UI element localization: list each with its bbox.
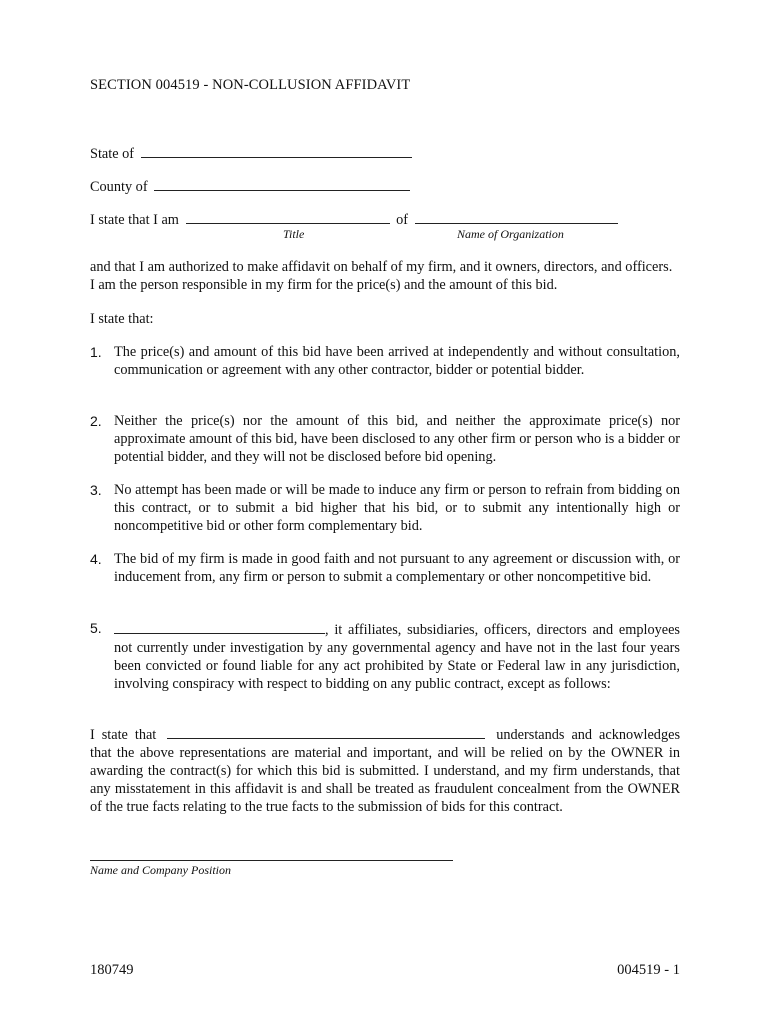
list-item: [90, 481, 680, 535]
signature-caption: Name and Company Position: [90, 863, 231, 877]
closing-text: understands and acknowledges that the above representations are material and important, and will be relied on by the OWNER in awarding the contract(s) for which this bid is submitted. I understand, and my firm understands, that any misstatement in this affidavit is and shall be treated as fraudulent concealment from the OWNER of the true facts relating to the true facts to the submission of bids for this contract.: [90, 727, 681, 815]
authorization-paragraph: and that I am authorized to make affidavit on behalf of my firm, and it owners, directors, and officers. I am the person responsible in my firm for the price(s) and the amount of this bid.: [90, 259, 673, 293]
item-number: 4.: [90, 551, 102, 567]
title-caption: Title: [283, 227, 305, 241]
county-label: County of: [90, 179, 148, 195]
page-title: SECTION 004519 - NON-COLLUSION AFFIDAVIT: [90, 77, 411, 93]
closing-paragraph: [90, 724, 680, 816]
organization-input-line[interactable]: [415, 209, 618, 224]
title-input-line[interactable]: [186, 209, 390, 224]
item-text-container: [114, 619, 680, 693]
i-state-label: I state that I am: [90, 212, 179, 228]
item-text: Neither the price(s) nor the amount of this bid, and neither the approximate price(s) nor approximate amount of this bid, have been disclosed to any other firm or person who is a bidder or potential bidder, and they will not be disclosed before bid opening.: [114, 413, 680, 465]
item-number: 1.: [90, 344, 102, 360]
state-input-line[interactable]: [141, 143, 412, 158]
item-number: 5.: [90, 620, 102, 636]
company-name-input-line[interactable]: [114, 619, 325, 634]
list-item: [90, 412, 680, 466]
state-label: State of: [90, 146, 135, 162]
item-text: No attempt has been made or will be made to induce any firm or person to refrain from bidding on this contract, or to submit a bid higher that his bid, or to submit any intentionally high or noncompetitive bid or other form complementary bid.: [114, 482, 680, 534]
footer-page-number: 004519 - 1: [617, 962, 680, 978]
company-input-line[interactable]: [167, 724, 485, 739]
closing-prefix: I state that: [90, 727, 157, 743]
organization-caption: Name of Organization: [457, 227, 564, 241]
item-text: The bid of my firm is made in good faith and not pursuant to any agreement or discussion with, or inducement from, any firm or person to submit a complementary or other noncompetitive bid.: [114, 551, 680, 585]
i-state-that-heading: I state that:: [90, 311, 154, 327]
list-item: [90, 343, 680, 379]
list-item: [90, 619, 680, 693]
affiant-field-row: [90, 209, 618, 229]
county-field-row: [90, 176, 410, 196]
list-item: [90, 550, 680, 586]
footer-document-number: 180749: [90, 962, 134, 978]
item-text: The price(s) and amount of this bid have been arrived at independently and without consultation, communication or agreement with any other contractor, bidder or potential bidder.: [114, 344, 680, 378]
item-number: 2.: [90, 413, 102, 429]
state-field-row: [90, 143, 412, 163]
item-number: 3.: [90, 482, 102, 498]
signature-line[interactable]: [90, 860, 453, 861]
of-label: of: [396, 212, 409, 228]
county-input-line[interactable]: [154, 176, 410, 191]
item-text: , it affiliates, subsidiaries, officers, directors and employees not currently under investigation by any governmental agency and have not in the last four years been convicted or found liable for any act prohibited by State or Federal law in any jurisdiction, involving conspiracy with respect to bidding on any public contract, except as follows:: [114, 622, 680, 692]
